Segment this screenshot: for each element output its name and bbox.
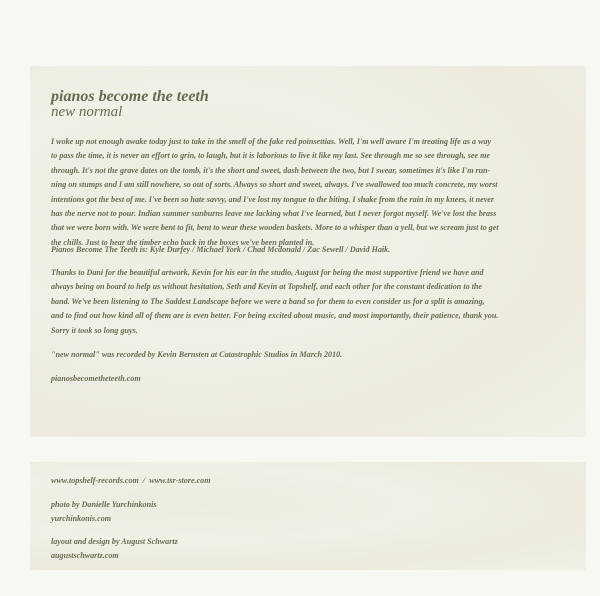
store-website-link[interactable]: www.tsr-store.com	[149, 476, 211, 485]
thanks-line: Sorry it took so long guys.	[51, 325, 138, 335]
photo-credits	[51, 498, 156, 527]
lyrics-line: ning on stumps and I am still nowhere, so out of sorts. Always so short and sweet, always. I've swallowed too much concrete, my worst	[51, 180, 498, 190]
design-credits	[51, 535, 178, 564]
thanks-line: and to find out how kind all of them are is even better. For being excited about music, and most importantly, their patience, thank you.	[51, 311, 499, 321]
band-name: pianos become the teeth	[51, 88, 209, 105]
band-members: Pianos Become The Teeth is: Kyle Durfey / Michael York / Chad Mcdonald / Zac Sewell / David Haik.	[51, 245, 391, 254]
lyrics-line: I woke up not enough awake today just to take in the smell of the fake red poinsettias. Well, I'm well aware I'm treating life as a way	[51, 137, 492, 146]
label-website-link[interactable]: www.topshelf-records.com	[51, 476, 139, 485]
recording-credit: "new normal" was recorded by Kevin Bernsten at Catastrophic Studios in March 2010.	[51, 350, 343, 359]
thanks	[51, 266, 498, 338]
lyrics-line: intentions got the best of me. I've been so hate savvy, and I've lost my tongue to the biting. I shake from the rain in my knees, it never	[51, 194, 495, 204]
lyrics	[51, 135, 499, 250]
lyrics-line: has the nerve not to pour. Indian summer sunburns leave me lacking what I've learned, but I never forgot myself. We've lost the brass	[51, 209, 497, 219]
lyrics-line: the chills. Just to hear the timber echo back in the boxes we've been planted in.	[51, 237, 315, 247]
lyrics-line: to pass the time, it is never an effort to grin, to laugh, but it is laborious to live it like my last. See through me so see through, see me	[51, 151, 490, 161]
photo-credit: photo by Danielle Yurchinkonis	[51, 500, 157, 509]
lyrics-line: through. It's not the grave dates on the tomb, it's the short and sweet, dash between the two, but I swear, sometimes it's like I'm run-	[51, 165, 491, 175]
lyrics-line: that we were born with. We were bent to fit, bent to wear these wooden baskets. More to a whisper than a yell, but we scream just to get	[51, 223, 499, 233]
designer-website-link[interactable]: augustschwartz.com	[51, 551, 119, 561]
thanks-line: band. We've been listening to The Saddest Landscape before we were a band so for them to even consider us for a split is amazing,	[51, 296, 485, 306]
design-credit: layout and design by August Schwartz	[51, 537, 178, 546]
album-title: new normal	[51, 104, 123, 120]
thanks-line: always being on board to help us without hesitation, Seth and Kevin at Topshelf, and each other for the constant dedication to the	[51, 282, 482, 292]
photographer-website-link[interactable]: yurchinkonis.com	[51, 514, 112, 524]
link-separator: /	[142, 476, 146, 485]
band-website-link[interactable]: pianosbecometheteeth.com	[51, 374, 141, 383]
thanks-line: Thanks to Dani for the beautiful artwork, Kevin for his ear in the studio, August for being the most supportive friend we have and	[51, 268, 484, 277]
label-links	[51, 474, 211, 488]
